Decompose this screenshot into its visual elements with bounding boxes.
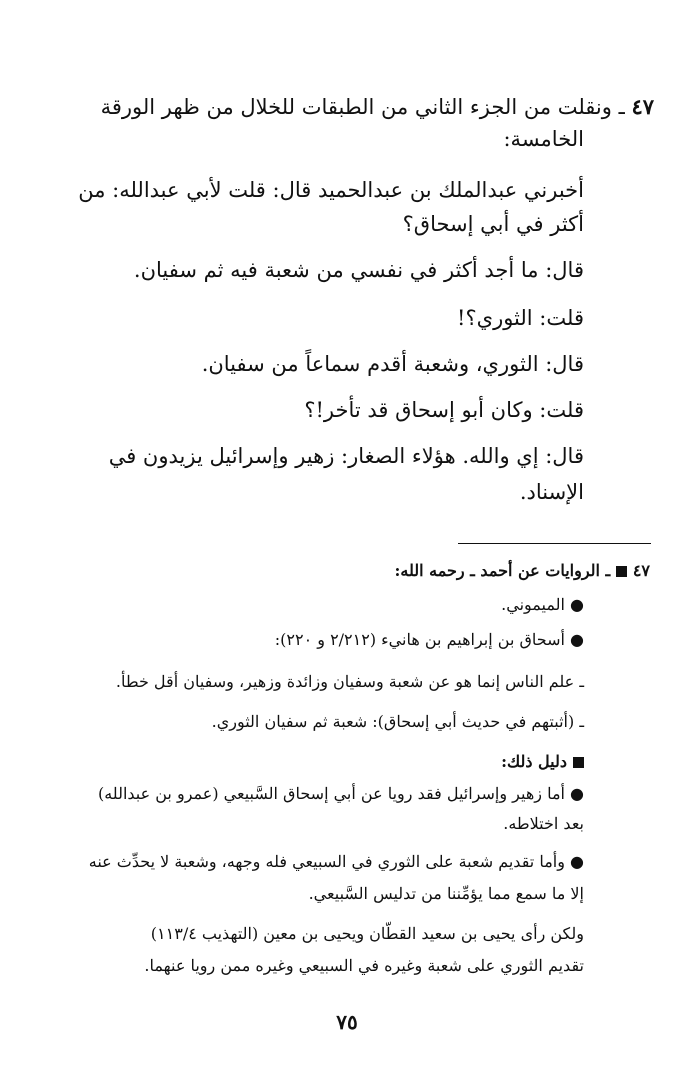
footnote-separator — [458, 543, 651, 544]
entry-line-3 — [78, 178, 584, 202]
entry-text-5: قال: ما أجد أكثر في نفسي من شعبة فيه ثم سفيان. — [133, 258, 584, 282]
evidence-2-line-1 — [89, 852, 584, 871]
entry-text-1: ـ ونقلت من الجزء الثاني من الطبقات للخلال من ظهر الورقة — [100, 95, 625, 119]
entry-line-5 — [134, 258, 584, 282]
entry-text-4: أكثر في أبي إسحاق؟ — [402, 212, 584, 236]
entry-text-7: قال: الثوري، وشعبة أقدم سماعاً من سفيان. — [201, 352, 584, 376]
evidence-2-text-1: ● وأما تقديم شعبة على الثوري في السبيعي فله وجهه، وشعبة لا يحدِّث عنه — [88, 852, 584, 871]
evidence-3-line-2 — [144, 956, 584, 975]
evidence-1-text-1: ● أما زهير وإسرائيل فقد رويا عن أبي إسحاق السَّبيعي (عمرو بن عبدالله) — [97, 784, 584, 803]
evidence-2-line-2 — [309, 884, 584, 903]
footnote-number: ٤٧ — [632, 561, 650, 580]
footnote-heading — [394, 561, 650, 580]
evidence-3-text-2: تقديم الثوري على شعبة وغيره في السبيعي وغيره ممن رويا عنهما. — [144, 956, 584, 975]
evidence-3-line-1 — [151, 924, 584, 943]
evidence-heading-text: دليل ذلك: — [501, 752, 567, 771]
page-number: ٧٥ — [336, 1010, 358, 1034]
footnote-item-1-text: ● الميموني. — [501, 595, 584, 614]
footnote-item-4 — [212, 712, 584, 731]
entry-line-9 — [109, 444, 584, 468]
entry-line-7 — [202, 352, 584, 376]
entry-text-8: قلت: وكان أبو إسحاق قد تأخر!؟ — [304, 398, 584, 422]
footnote-item-4-text: ـ (أثبتهم في حديث أبي إسحاق): شعبة ثم سفيان الثوري. — [211, 712, 584, 731]
entry-text-3: أخبرني عبدالملك بن عبدالحميد قال: قلت لأبي عبدالله: من — [78, 178, 584, 202]
entry-line-10 — [520, 480, 584, 504]
square-bullet-icon — [616, 566, 627, 577]
evidence-2-text-2: إلا ما سمع مما يؤمِّننا من تدليس السَّبيعي. — [308, 884, 584, 903]
square-bullet-icon — [573, 757, 584, 768]
entry-line-6 — [457, 306, 584, 330]
evidence-1-line-2 — [503, 814, 584, 833]
footnote-item-3-text: ـ علم الناس إنما هو عن شعبة وسفيان وزائدة وزهير، وسفيان أقل خطأ. — [115, 672, 584, 691]
entry-text-9: قال: إي والله. هؤلاء الصغار: زهير وإسرائيل يزيدون في — [108, 444, 584, 468]
entry-text-10: الإسناد. — [519, 480, 584, 504]
entry-line-4 — [403, 212, 584, 236]
footnote-item-1 — [501, 595, 584, 614]
entry-text-6: قلت: الثوري؟! — [457, 306, 584, 330]
evidence-3-text-1: ولكن رأى يحيى بن سعيد القطّان ويحيى بن معين (التهذيب ١١٣/٤) — [150, 924, 584, 943]
entry-line-2 — [503, 127, 584, 151]
footnote-heading-text: ـ الروايات عن أحمد ـ رحمه الله: — [394, 561, 611, 580]
evidence-1-line-1 — [98, 784, 584, 803]
evidence-1-text-2: بعد اختلاطه. — [503, 814, 584, 833]
evidence-heading — [501, 752, 584, 771]
footnote-item-2 — [275, 630, 584, 649]
entry-number: ٤٧ — [631, 94, 654, 119]
entry-text-2: الخامسة: — [503, 127, 584, 151]
footnote-item-3 — [116, 672, 584, 691]
entry-line-1 — [101, 94, 654, 119]
entry-line-8 — [304, 398, 584, 422]
footnote-item-2-text: ● أسحاق بن إبراهيم بن هانيء (٢/٢١٢ و ٢٢٠): — [274, 630, 584, 649]
